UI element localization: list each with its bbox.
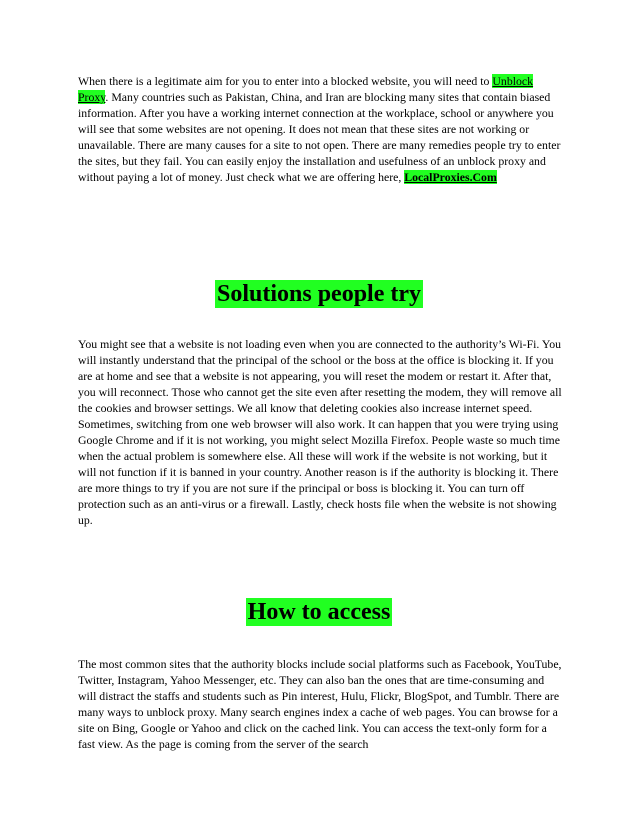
intro-paragraph bbox=[78, 73, 564, 185]
solutions-heading-text: Solutions people try bbox=[216, 281, 422, 307]
access-paragraph: The most common sites that the authority blocks include social platforms such as Facebook, YouTube, Twitter, Instagram, Yahoo Messenger, etc. They can also ban the ones that are time-consuming and will distract the staffs and students such as Pin interest, Hulu, Flickr, BlogSpot, and Tumblr. There are many ways to unblock proxy. Many search engines index a cache of web pages. You can browse for a site on Bing, Google or Yahoo and click on the cached link. You can access the text-only form for a fast view. As the page is coming from the server of the search bbox=[78, 657, 562, 751]
intro-text-start: When there is a legitimate aim for you to enter into a blocked website, you will need to bbox=[78, 74, 493, 88]
how-to-access-heading-text: How to access bbox=[247, 599, 391, 625]
how-to-access-heading bbox=[0, 597, 638, 627]
solutions-heading bbox=[0, 279, 638, 309]
unblock-proxy-link[interactable]: Unblock Proxy bbox=[78, 74, 534, 104]
solutions-paragraph: You might see that a website is not loading even when you are connected to the authority’s Wi-Fi. You will instantly understand that the principal of the school or the boss at the office is blocking it. If you are at home and see that a website is not appearing, you will reset the modem or restart it. After that, you will reconnect. Those who cannot get the site even after resetting the modem, they will remove all the cookies and browser settings. We all know that deleting cookies also increase internet speed. Sometimes, switching from one web browser will also work. It can happen that you were trying using Google Chrome and if it is not working, you might select Mozilla Firefox. People waste so much time when the actual problem is somewhere else. All these will work if the website is not working, but it will not function if it is banned in your country. Another reason is if the authority is blocking it. There are more things to try if you are not sure if the principal or boss is blocking it. You can turn off protection such as an anti-virus or a firewall. Lastly, check hosts file when the website is not showing up. bbox=[78, 337, 562, 527]
intro-text-body: . Many countries such as Pakistan, China, and Iran are blocking many sites that contain biased information. After you have a working internet connection at the workplace, school or anywhere you will see that some websites are not opening. It does not mean that these sites are not working or unavailable. There are many causes for a site to not open. There are many remedies people try to enter the sites, but they fail. You can easily enjoy the installation and usefulness of an unblock proxy and without paying a lot of money. Just check what we are offering here, bbox=[78, 90, 561, 184]
localproxies-link[interactable]: LocalProxies.Com bbox=[404, 170, 497, 184]
